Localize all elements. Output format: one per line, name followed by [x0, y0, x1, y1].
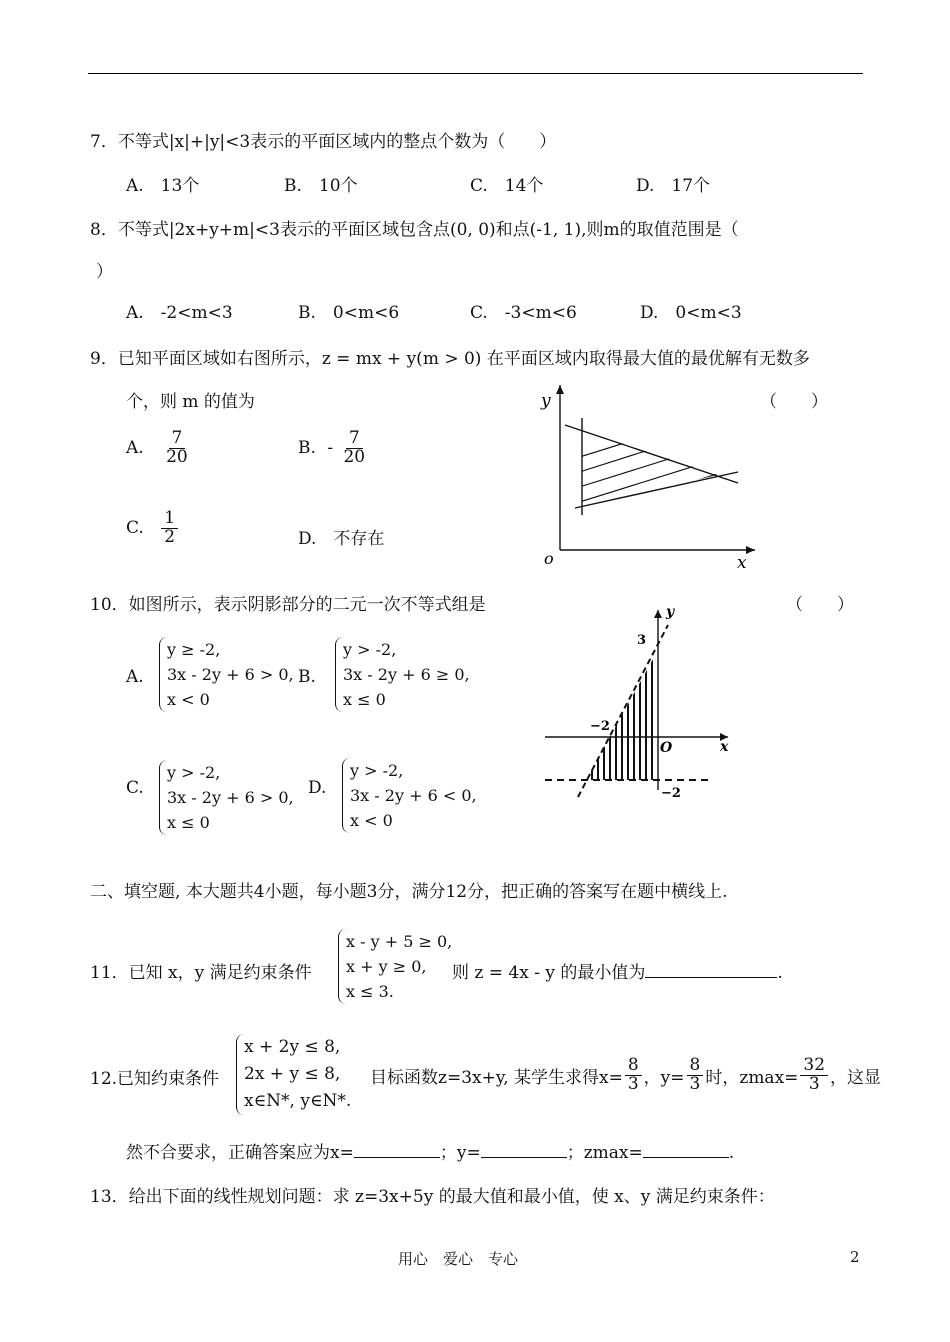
q7-stem: 7．不等式|x|+|y|<3表示的平面区域内的整点个数为（ ）: [90, 132, 557, 152]
q10-option-d-system: y > -2, 3x - 2y + 6 < 0, x < 0: [342, 758, 477, 833]
q9-option-b-fraction: $\frac{7}{20}$: [343, 428, 366, 467]
q9-option-c-label: C.: [126, 517, 144, 538]
q12-x-blank[interactable]: [354, 1141, 440, 1158]
q8-stem: 8．不等式|2x+y+m|<3表示的平面区域包含点(0, 0)和点(-1, 1),则m的取值范围是（: [90, 220, 739, 240]
q7-option-d: D. 17个: [636, 176, 711, 196]
q9-option-d: D. 不存在: [298, 529, 385, 549]
q10-option-c-system: y > -2, 3x - 2y + 6 > 0, x ≤ 0: [159, 760, 294, 835]
q7-option-b: B. 10个: [284, 176, 358, 196]
q11-prefix: 11．已知 x，y 满足约束条件: [90, 963, 312, 983]
q12-z-fraction: $\frac{32}{3}$: [800, 1057, 828, 1094]
q13-stem: 13．给出下面的线性规划问题：求 z=3x+5y 的最大值和最小值，使 x、y 满足约束条件：: [90, 1187, 775, 1207]
q9-answer-paren: （ ）: [760, 392, 828, 412]
q10-graph-label-neg2-x: −2: [590, 719, 610, 734]
q9-option-a-fraction: $\frac{7}{20}$: [166, 428, 188, 467]
q8-option-d: D. 0<m<3: [640, 303, 742, 323]
q10-graph-y-label: y: [666, 604, 675, 620]
footer-motto: 用心 爱心 专心: [398, 1250, 519, 1268]
q9-y-arrow-icon: [556, 385, 564, 394]
q10-option-b-label: B.: [298, 667, 316, 687]
q9-graph-y-label: y: [541, 391, 551, 411]
q9-option-c: [126, 510, 180, 547]
q10-y-arrow-icon: [654, 610, 662, 618]
q12-constraints: x + 2y ≤ 8, 2x + y ≤ 8, x∈N*, y∈N*.: [236, 1034, 351, 1115]
q10-stem: 10．如图所示，表示阴影部分的二元一次不等式组是: [90, 595, 486, 615]
q9-stem: 9．已知平面区域如右图所示，z = mx + y(m > 0) 在平面区域内取得最大值的最优解有无数多: [90, 349, 810, 369]
q11-constraints: x - y + 5 ≥ 0, x + y ≥ 0, x ≤ 3.: [338, 929, 452, 1004]
q9-option-b: [298, 430, 370, 467]
q9-x-arrow-icon: [746, 546, 755, 554]
q10-option-b-system: y > -2, 3x - 2y + 6 ≥ 0, x ≤ 0: [335, 637, 470, 712]
q10-graph-origin-label: O: [660, 740, 673, 756]
q10-option-a-system: y ≥ -2, 3x - 2y + 6 > 0, x < 0: [159, 637, 294, 712]
q10-answer-paren: （ ）: [786, 595, 854, 615]
q9-hatched-region: [570, 435, 730, 520]
q12-y-blank[interactable]: [481, 1141, 567, 1158]
q8-option-a: A. -2<m<3: [126, 303, 233, 323]
q12-answer-line: 然不合要求，正确答案应为x= ；y= ；zmax= .: [126, 1143, 735, 1163]
q10-graph: [540, 600, 740, 805]
q11-suffix: 则 z = 4x - y 的最小值为 .: [452, 963, 783, 983]
q8-stem-cont: ）: [96, 262, 113, 282]
q7-option-a: A. 13个: [126, 176, 200, 196]
q10-graph-label-neg2-y: −2: [661, 786, 681, 801]
section2-heading: 二、填空题, 本大题共4小题，每小题3分，满分12分，把正确的答案写在题中横线上.: [90, 882, 728, 902]
q9-graph: [530, 380, 770, 575]
q9-stem-cont: 个，则 m 的值为: [126, 392, 255, 412]
q12-y-fraction: $\frac{8}{3}$: [687, 1057, 704, 1094]
q12-student-answer: 目标函数z=3x+y, 某学生求得x= $\frac{8}{3}$ ，y= $\frac{8}{3}$ 时，zmax= $\frac{32}{3}$ ，这显: [370, 1054, 882, 1094]
q9-option-b-label: B.: [298, 437, 316, 458]
q12-prefix: 12.已知约束条件: [90, 1069, 220, 1089]
q12-x-fraction: $\frac{8}{3}$: [625, 1057, 642, 1094]
q10-option-d-label: D.: [308, 778, 327, 798]
q8-option-c: C. -3<m<6: [470, 303, 577, 323]
q12-zmax-blank[interactable]: [643, 1141, 729, 1158]
q9-option-c-fraction: $\frac{1}{2}$: [161, 510, 178, 547]
q9-option-a: [126, 430, 193, 467]
page-number: 2: [850, 1248, 860, 1266]
q9-option-a-label: A.: [126, 437, 144, 458]
q11-answer-blank[interactable]: [645, 961, 777, 978]
q9-graph-origin-label: o: [544, 549, 554, 568]
q10-option-a-label: A.: [126, 667, 144, 687]
header-rule: [88, 73, 863, 74]
q10-option-c-label: C.: [126, 778, 144, 798]
q10-graph-label-3: 3: [637, 633, 647, 648]
q9-option-b-sign: -: [327, 437, 334, 458]
q8-option-b: B. 0<m<6: [298, 303, 400, 323]
q9-graph-x-label: x: [737, 553, 747, 573]
q10-graph-x-label: x: [720, 739, 729, 755]
q7-option-c: C. 14个: [470, 176, 544, 196]
